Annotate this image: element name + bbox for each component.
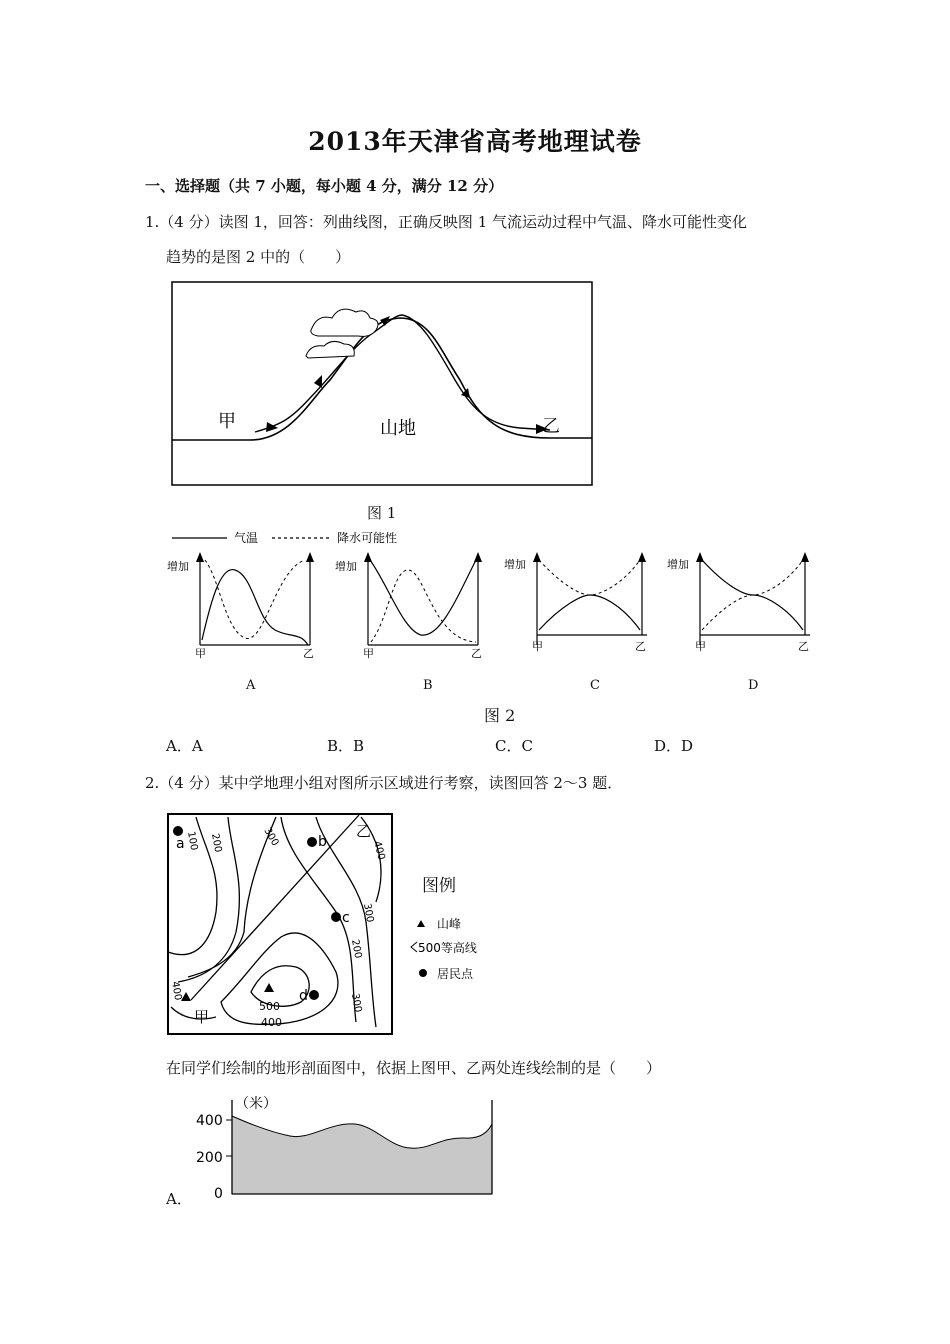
profile-unit: （米）: [235, 1096, 277, 1112]
contour-label-200: 200: [209, 832, 224, 854]
map-label-yi: 乙: [356, 822, 372, 840]
subchart-d: [665, 550, 825, 660]
legend-contour: 500等高线: [418, 941, 477, 955]
profile-tick-400: 400: [196, 1113, 223, 1129]
contour-label-400b: 400: [169, 980, 184, 1002]
subchart-b: [333, 550, 493, 660]
subchart-c-ylabel: 增加: [504, 558, 526, 571]
subchart-b-xstart: 甲: [363, 647, 374, 660]
q1-option-c[interactable]: C．C: [495, 737, 533, 755]
map-point-d: d: [299, 988, 308, 1004]
q1-option-a[interactable]: A．A: [166, 737, 203, 755]
contour-label-400: 400: [371, 839, 387, 862]
profile-tick-200: 200: [196, 1150, 223, 1166]
profile-chart-a: [190, 1092, 500, 1202]
subchart-b-caption: B: [423, 678, 433, 693]
map-legend: [405, 910, 525, 990]
subchart-a: [165, 550, 325, 660]
subchart-d-xstart: 甲: [695, 640, 706, 653]
map-legend-title: 图例: [422, 876, 456, 896]
question-2-line-2: 在同学们绘制的地形剖面图中，依据上图甲、乙两处连线绘制的是（ ）: [166, 1059, 662, 1077]
legend-settlement: 居民点: [437, 967, 474, 981]
contour-label-100: 100: [185, 830, 200, 852]
subchart-b-ylabel: 增加: [335, 560, 357, 573]
contour-label-300: 300: [261, 826, 281, 849]
contour-label-200b: 200: [349, 938, 364, 960]
page-title: 2013年天津省高考地理试卷: [308, 127, 642, 156]
subchart-c-caption: C: [590, 678, 600, 693]
figure-1-mountain-diagram: [170, 280, 595, 490]
topographic-map: [166, 812, 396, 1037]
figure-1-caption: 图 1: [367, 504, 397, 522]
figure-2-caption: 图 2: [484, 706, 516, 725]
subchart-d-caption: D: [748, 678, 759, 693]
subchart-c: [502, 550, 662, 660]
section-heading: 一、选择题（共 7 小题，每小题 4 分，满分 12 分）: [145, 177, 504, 195]
map-point-b: b: [318, 834, 327, 850]
map-point-c: c: [342, 910, 350, 926]
subchart-a-xend: 乙: [303, 647, 314, 660]
fig1-label-yi: 乙: [542, 416, 560, 437]
q1-option-b[interactable]: B．B: [327, 737, 365, 755]
subchart-a-xstart: 甲: [195, 647, 206, 660]
legend-temp-label: 气温: [234, 531, 259, 545]
subchart-c-xstart: 甲: [532, 640, 543, 653]
settlement-icon: [419, 969, 427, 977]
question-2-line-1: 2.（4 分）某中学地理小组对图所示区域进行考察，读图回答 2～3 题．: [145, 774, 623, 792]
subchart-a-ylabel: 增加: [167, 560, 189, 573]
q2-option-a-label[interactable]: A．: [166, 1190, 192, 1208]
contour-label-300c: 300: [349, 992, 364, 1014]
subchart-b-xend: 乙: [471, 647, 482, 660]
subchart-a-caption: A: [246, 678, 256, 693]
contour-label-400c: 400: [261, 1016, 282, 1029]
subchart-d-xend: 乙: [798, 640, 809, 653]
contour-icon: [411, 942, 417, 952]
figure-2-legend: [172, 528, 432, 548]
legend-peak: 山峰: [437, 917, 462, 931]
contour-label-300b: 300: [361, 902, 376, 924]
question-1-line-1: 1.（4 分）读图 1，回答：列曲线图，正确反映图 1 气流运动过程中气温、降水可能性变化: [145, 213, 748, 231]
fig1-label-jia: 甲: [218, 411, 236, 432]
q1-option-d[interactable]: D．D: [654, 737, 694, 755]
question-1-line-2: 趋势的是图 2 中的（ ）: [166, 248, 351, 266]
legend-precip-label: 降水可能性: [337, 531, 398, 545]
map-label-jia: 甲: [194, 1008, 210, 1026]
subchart-d-ylabel: 增加: [667, 558, 689, 571]
contour-label-500: 500: [259, 1000, 280, 1013]
peak-icon: [417, 920, 425, 927]
profile-tick-0: 0: [214, 1186, 223, 1202]
subchart-c-xend: 乙: [635, 640, 646, 653]
fig1-label-shandi: 山地: [380, 418, 416, 439]
map-point-a: a: [176, 836, 185, 852]
